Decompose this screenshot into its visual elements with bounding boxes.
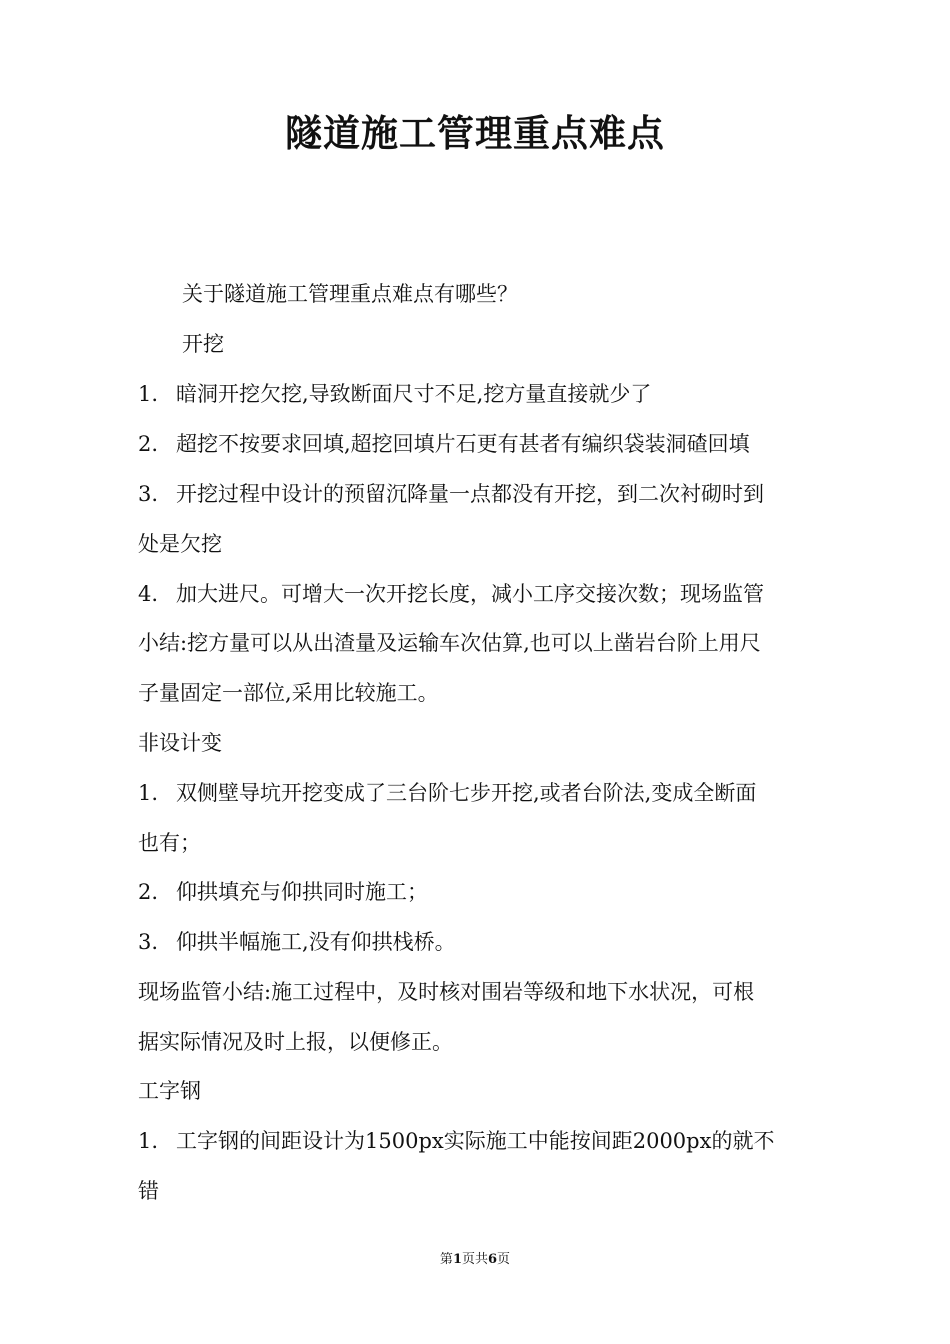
paragraph-line	[138, 977, 754, 1007]
line-text: 工字钢的间距设计为1500px实际施工中能按间距2000px的就不	[176, 1129, 775, 1153]
line-text: 小结:挖方量可以从出渣量及运输车次估算,也可以上凿岩台阶上用尺	[138, 631, 761, 655]
line-text: 现场监管小结:施工过程中，及时核对围岩等级和地下水状况，可根	[138, 980, 755, 1004]
line-text: 错	[138, 1179, 159, 1203]
list-item	[138, 379, 651, 409]
line-text: 开挖	[182, 332, 224, 356]
paragraph-line	[138, 828, 201, 858]
line-text: 仰拱填充与仰拱同时施工；	[176, 880, 428, 904]
list-number: 3.	[138, 930, 159, 954]
line-text: 双侧壁导坑开挖变成了三台阶七步开挖,或者台阶法,变成全断面	[176, 781, 757, 805]
paragraph-line	[138, 1176, 159, 1206]
line-text: 非设计变	[138, 731, 222, 755]
line-text: 关于隧道施工管理重点难点有哪些？	[182, 282, 518, 306]
list-number: 1.	[138, 1129, 159, 1153]
list-number: 3.	[138, 482, 159, 506]
list-number: 2.	[138, 432, 159, 456]
list-item	[138, 778, 756, 808]
paragraph-line	[138, 678, 439, 708]
line-text: 开挖过程中设计的预留沉降量一点都没有开挖，到二次衬砌时到	[176, 482, 764, 506]
line-text: 加大进尺。可增大一次开挖长度，减小工序交接次数；现场监管	[176, 582, 764, 606]
list-item	[138, 1126, 774, 1156]
line-text: 工字钢	[138, 1079, 201, 1103]
footer-prefix: 第	[439, 1252, 453, 1267]
list-number: 1.	[138, 382, 159, 406]
line-text: 据实际情况及时上报，以便修正。	[138, 1030, 453, 1054]
line-text: 仰拱半幅施工,没有仰拱栈桥。	[176, 930, 456, 954]
list-item	[138, 479, 764, 509]
line-text: 超挖不按要求回填,超挖回填片石更有甚者有编织袋装洞碴回填	[176, 432, 750, 456]
line-text: 暗洞开挖欠挖,导致断面尺寸不足,挖方量直接就少了	[176, 382, 652, 406]
line-text: 子量固定一部位,采用比较施工。	[138, 681, 439, 705]
document-title: 隧道施工管理重点难点	[285, 111, 665, 155]
list-item	[138, 429, 750, 459]
list-item	[138, 927, 456, 957]
total-page-count: 6	[488, 1252, 498, 1267]
paragraph-line	[138, 628, 761, 658]
list-item	[138, 877, 428, 907]
paragraph-line	[138, 1027, 453, 1057]
line-text: 处是欠挖	[138, 532, 222, 556]
section-heading-excavation	[182, 329, 224, 359]
intro-question	[182, 279, 518, 309]
list-item	[138, 579, 764, 609]
section-heading-design-change	[138, 728, 222, 758]
current-page-number: 1	[452, 1252, 462, 1267]
list-number: 1.	[138, 781, 159, 805]
list-number: 4.	[138, 582, 159, 606]
section-heading-i-beam	[138, 1076, 201, 1106]
footer-suffix: 页	[497, 1252, 511, 1267]
paragraph-line	[138, 529, 222, 559]
list-number: 2.	[138, 880, 159, 904]
line-text: 也有；	[138, 831, 201, 855]
page-footer	[0, 1251, 950, 1269]
footer-middle: 页共	[461, 1252, 488, 1267]
